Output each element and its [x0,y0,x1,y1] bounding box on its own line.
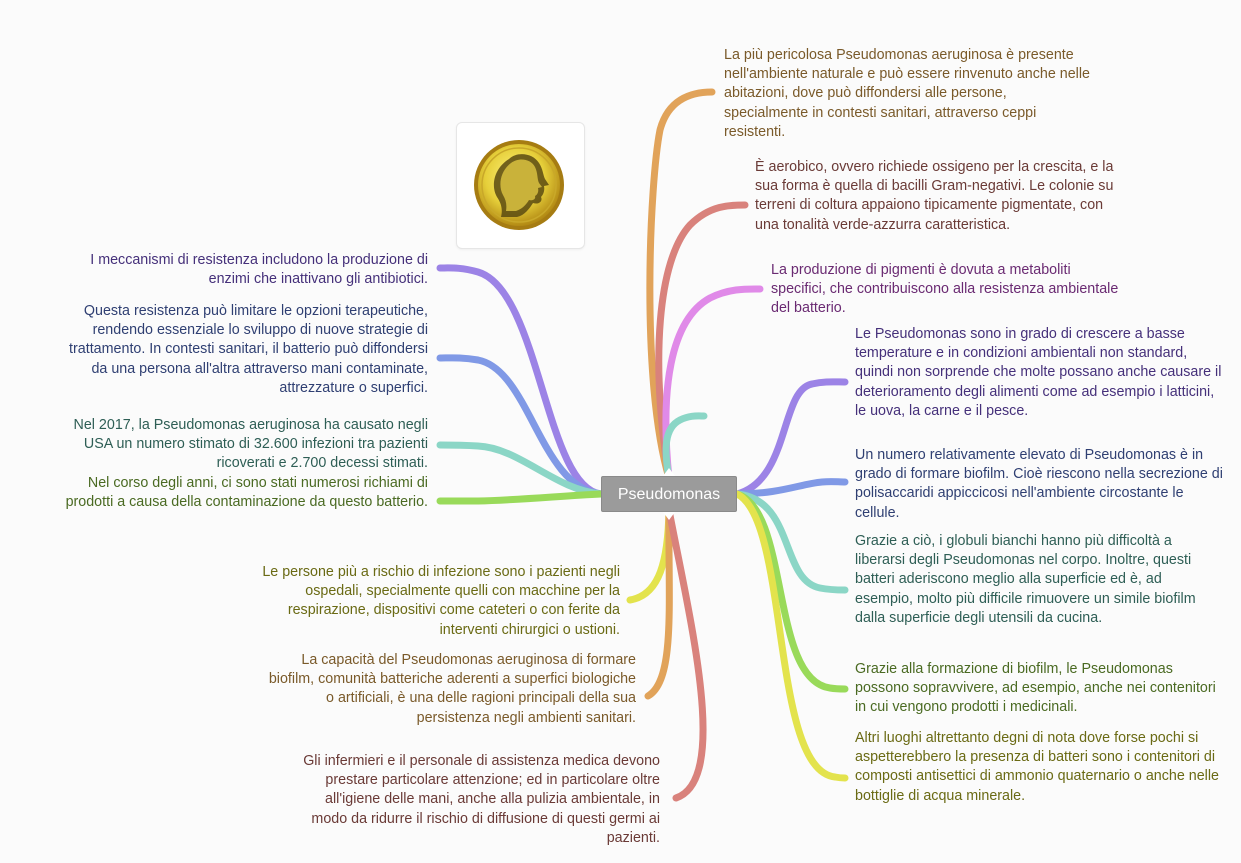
branch-node-right-5[interactable]: Un numero relativamente elevato di Pseudomonas è in grado di formare biofilm. Cioè riescono nella secrezione di polisaccaridi appiccicosi nell'ambiente circostante le cellule. [855,447,1223,521]
branch-node-left-2[interactable]: Questa resistenza può limitare le opzioni terapeutiche, rendendo essenziale lo sviluppo di nuove strategie di trattamento. In contesti sanitari, il batterio può diffondersi da una persona all'altra attraverso mani contaminate, attrezzature o superfici. [69,303,428,396]
collapse-handle-bottom-icon[interactable] [663,512,675,520]
branch-connector-left-teal [440,445,601,494]
branch-connector-left-green [440,494,601,501]
branch-node-left-4[interactable]: Nel corso degli anni, ci sono stati numerosi richiami di prodotti a causa della contaminazione da questo batterio. [65,475,428,511]
branch-node-left-1[interactable]: I meccanismi di resistenza includono la produzione di enzimi che inattivano gli antibiotici. [90,252,428,288]
branch-node-left-6[interactable]: La capacità del Pseudomonas aeruginosa di formare biofilm, comunità batteriche aderenti a superfici biologiche o artificiali, è una delle ragioni principali della sua persistenza negli ambienti sanitari. [268,652,636,726]
branch-connector-bottom-orange [648,510,669,696]
branch-node-right-1[interactable]: La più pericolosa Pseudomonas aeruginosa è presente nell'ambiente naturale e può essere rinvenuto anche nelle abitazioni, dove può diffondersi alle persone, specialmente in contesti sanitari, attraverso ceppi resistenti. [724,47,1090,140]
central-topic-node[interactable]: Pseudomonas [601,476,737,512]
branch-node-right-6[interactable]: Grazie a ciò, i globuli bianchi hanno più difficoltà a liberarsi degli Pseudomonas nel corpo. Inoltre, questi batteri aderiscono meglio alla superficie ed è, ad esempio, molto più difficile rimuovere un simile biofilm dalla superficie degli utensili da cucina. [855,533,1196,626]
branch-node-right-8[interactable]: Altri luoghi altrettanto degni di nota dove forse pochi si aspetterebbero la presenza di batteri sono i contenitori di composti antisettici di ammonio quaternario o anche nelle bottiglie di acqua minerale. [855,730,1219,804]
branch-connector-bottom-red [669,510,703,798]
branch-node-right-4[interactable]: Le Pseudomonas sono in grado di crescere a basse temperature e in condizioni ambientali non standard, quindi non sorprende che molte possano anche causare il deterioramento degli alimenti come ad esempio i latticini, le uova, la carne e il pesce. [855,326,1222,419]
branch-node-left-5[interactable]: Le persone più a rischio di infezione sono i pazienti negli ospedali, specialmente quelli con macchine per la respirazione, dispositivi come cateteri o con ferite da interventi chirurgici o ustioni. [262,564,620,638]
branch-connector-bottom-yellow [630,510,669,600]
branch-node-left-3[interactable]: Nel 2017, la Pseudomonas aeruginosa ha causato negli USA un numero stimato di 32.600 infezioni tra pazienti ricoverati e 2.700 decessi stimati. [73,417,428,472]
collapse-handle-top-icon[interactable] [663,468,675,476]
branch-connector-top-violet [666,289,760,478]
branch-connector-top-red [659,205,745,478]
coin-image-card [456,122,585,249]
branch-node-right-7[interactable]: Grazie alla formazione di biofilm, le Pseudomonas possono sopravvivere, ad esempio, anche nei contenitori in cui vengono prodotti i medicinali. [855,661,1216,716]
gold-coin-portrait-icon [457,123,584,248]
branch-node-right-2[interactable]: È aerobico, ovvero richiede ossigeno per la crescita, e la sua forma è quella di bacilli Gram-negativi. Le colonie su terreni di coltura appaiono tipicamente pigmentate, con una tonalità verde-azzurra caratteristica. [755,159,1114,233]
branch-node-right-3[interactable]: La produzione di pigmenti è dovuta a metaboliti specifici, che contribuiscono alla resistenza ambientale del batterio. [771,262,1119,317]
branch-connector-right-purple [737,382,845,494]
branch-node-left-7[interactable]: Gli infermieri e il personale di assistenza medica devono prestare particolare attenzione; ed in particolare oltre all'igiene delle mani, anche alla pulizia ambientale, in modo da ridurre il rischio di diffusione di questi germi ai pazienti. [303,753,660,846]
